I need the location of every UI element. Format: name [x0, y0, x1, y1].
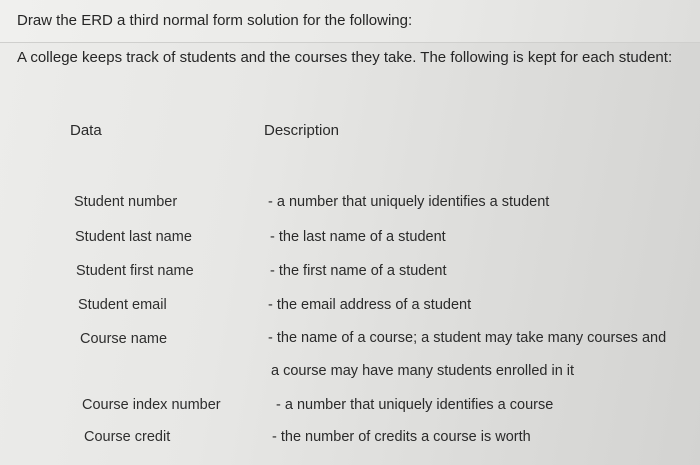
question-intro: A college keeps track of students and the courses they take. The following is kept for each student: [17, 49, 673, 66]
data-student-number: Student number [74, 194, 178, 210]
column-header-description: Description [264, 122, 340, 139]
data-student-last-name: Student last name [75, 229, 192, 245]
desc-student-last-name: - the last name of a student [270, 229, 446, 245]
desc-student-first-name: - the first name of a student [270, 263, 447, 279]
desc-student-number: - a number that uniquely identifies a student [268, 194, 550, 210]
desc-course-name: - the name of a course; a student may take many courses and [268, 330, 667, 346]
desc-course-credit: - the number of credits a course is worth [272, 429, 531, 445]
desc-student-email: - the email address of a student [268, 297, 472, 313]
data-student-first-name: Student first name [76, 263, 194, 279]
data-student-email: Student email [78, 297, 167, 313]
data-course-name: Course name [80, 331, 168, 347]
desc-course-index-number: - a number that uniquely identifies a course [276, 397, 554, 413]
data-course-index-number: Course index number [82, 397, 221, 413]
desc-course-name-continued: a course may have many students enrolled in it [271, 363, 575, 379]
data-course-credit: Course credit [84, 429, 171, 445]
column-header-data: Data [70, 122, 102, 139]
question-title: Draw the ERD a third normal form solution for the following: [17, 12, 413, 29]
